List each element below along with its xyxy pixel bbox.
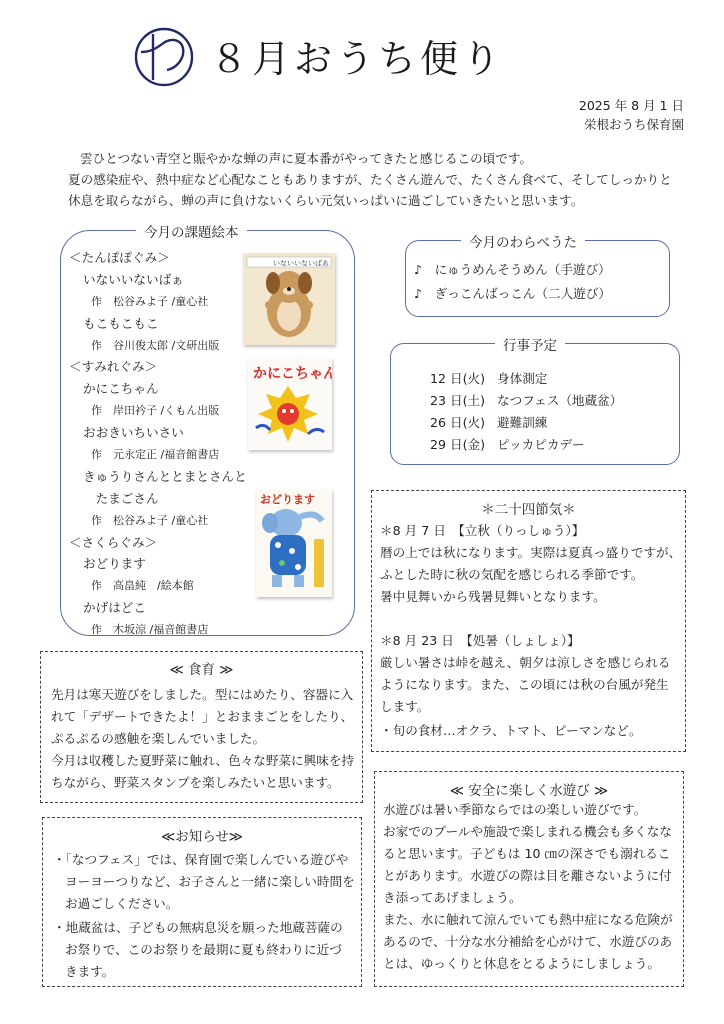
class-group-label: ＜すみれぐみ＞ xyxy=(69,359,158,375)
book-title: おおきいちいさい xyxy=(83,425,184,441)
book-cover-inaiinaibaa xyxy=(243,253,335,345)
event-name: 身体測定 xyxy=(497,371,548,386)
book-title: おどります xyxy=(83,556,146,572)
intro-line: 雲ひとつない青空と賑やかな蝉の声に夏本番がやってきたと感じるこの頃です。 xyxy=(80,151,533,166)
sekki-line: ふとした時に秋の気配を感じられる季節です。 xyxy=(380,567,644,582)
event-item xyxy=(421,434,585,453)
issue-date-block xyxy=(579,96,684,134)
cover-text: いないいないばあ xyxy=(273,259,329,268)
nursery-name: 栄根おうち保育園 xyxy=(583,117,684,132)
notice-line: ・地蔵盆は、子どもの無病息災を願った地蔵菩薩の xyxy=(53,920,343,935)
water-play-line: 水遊びは暑い季節ならではの楽しい遊びです。 xyxy=(383,802,647,817)
notice-line: きます。 xyxy=(65,964,115,979)
warabeuta-title: 今月のわらべうた xyxy=(461,231,585,251)
picture-book-title: 今月の課題絵本 xyxy=(136,221,247,241)
book-author: 作 松谷みよ子 /童心社 xyxy=(91,513,209,527)
event-name: なつフェス（地蔵盆） xyxy=(497,393,623,408)
warabeuta-item: ♪ ぎっこんばっこん（二人遊び） xyxy=(414,286,611,301)
shokuiku-line: ちながら、野菜スタンプを楽しみたいと思います。 xyxy=(51,775,340,790)
event-date: 26 日(火) xyxy=(429,415,485,430)
nursery-logo xyxy=(133,26,195,88)
sekki-line: ＊8 月 23 日 【処暑（しょしょ）】 xyxy=(380,633,580,648)
book-title: たまごさん xyxy=(83,490,159,506)
intro-line: 休息を取らながら、蝉の声に負けないくらい元気いっぱいに過ごしていきたいと思います。 xyxy=(68,193,584,208)
book-author: 作 木坂涼 /福音館書店 xyxy=(91,623,209,637)
event-date: 29 日(金) xyxy=(429,437,485,452)
book-author: 作 松谷みよ子 /童心社 xyxy=(91,294,209,308)
book-title: かにこちゃん xyxy=(83,381,159,397)
event-item xyxy=(421,412,547,431)
cover-text: おどります xyxy=(260,493,315,506)
notice-line: ヨーヨーつりなど、お子さんと一緒に楽しい時間を xyxy=(65,874,355,889)
notice-line: ・「なつフェス」では、保育園で楽しんでいる遊びや xyxy=(53,852,349,867)
class-group-label: ＜さくらぐみ＞ xyxy=(69,534,158,550)
event-name: 避難訓練 xyxy=(497,415,548,430)
sekki-box xyxy=(371,490,686,752)
water-play-line: お家でのプールや施設で楽しまれる機会も多くなな xyxy=(383,824,673,839)
book-author: 作 谷川俊太郎 /文研出版 xyxy=(91,338,220,352)
water-play-box xyxy=(374,771,684,987)
event-name: ピッカピカデー xyxy=(497,437,585,452)
sekki-line: ようになります。また、この頃には秋の台風が発生 xyxy=(380,677,669,692)
sekki-line: ＊8 月 7 日 【立秋（りっしゅう）】 xyxy=(380,523,585,538)
page-title: ８月おうち便り xyxy=(210,37,505,81)
sekki-line: ・旬の食材…オクラ、トマト、ピーマンなど。 xyxy=(380,723,642,738)
events-box xyxy=(390,338,680,465)
event-item xyxy=(421,390,622,409)
book-title: いないいないばぁ xyxy=(83,271,184,287)
notice-line: お祭りで、このお祭りを最期に夏も終わりに近づ xyxy=(65,942,342,957)
event-date: 12 日(火) xyxy=(429,371,485,386)
sekki-line: 暑中見舞いから残暑見舞いとなります。 xyxy=(380,589,606,604)
book-author: 作 岸田衿子 /くもん出版 xyxy=(91,404,220,418)
event-date: 23 日(土) xyxy=(429,393,485,408)
intro-paragraph xyxy=(68,148,698,211)
shokuiku-line: 今月は収穫した夏野菜に触れ、色々な野菜に興味を持 xyxy=(51,753,355,768)
class-group-label: ＜たんぽぽぐみ＞ xyxy=(69,250,170,265)
book-title: もこもこもこ xyxy=(83,315,159,331)
warabeuta-item: ♪ にゅうめんそうめん（手遊び） xyxy=(414,262,611,277)
shokuiku-line: ぷるぷるの感触を楽しんでいました。 xyxy=(51,731,266,746)
water-play-line: とがあります。水遊びの際は目を離さないように付 xyxy=(383,868,672,883)
sekki-line: します。 xyxy=(380,699,430,714)
issue-date: 2025 年 8 月 1 日 xyxy=(578,98,684,113)
notice-title: ≪お知らせ≫ xyxy=(161,829,243,845)
book-author: 作 高畠純 /絵本館 xyxy=(91,579,194,593)
water-play-line: また、水に触れて涼んでいても熱中症になる危険が xyxy=(383,912,673,927)
water-play-line: あるので、十分な水分補給を心がけて、水遊びのあ xyxy=(383,934,673,949)
book-author: 作 元永定正 /福音館書店 xyxy=(91,448,220,462)
sekki-title: ＊二十四節気＊ xyxy=(481,502,576,518)
notice-line: お過ごしください。 xyxy=(65,896,179,911)
book-cover-odorimasu xyxy=(256,489,332,597)
shokuiku-title: ≪ 食育 ≫ xyxy=(169,662,234,678)
picture-book-box xyxy=(60,225,355,637)
shokuiku-box xyxy=(40,651,363,803)
notice-box xyxy=(42,817,362,987)
event-item xyxy=(421,368,547,387)
water-play-line: き添ってあげましょう。 xyxy=(383,890,522,905)
book-cover-kanikochan xyxy=(248,358,332,450)
warabeuta-box xyxy=(405,235,670,317)
water-play-line: とは、ゆっくりと休息をとるようにしましょう。 xyxy=(383,956,660,971)
sekki-line: 厳しい暑さは峠を越え、朝夕は涼しさを感じられる xyxy=(380,655,671,670)
water-play-title: ≪ 安全に楽しく水遊び ≫ xyxy=(449,783,609,799)
events-title: 行事予定 xyxy=(495,334,565,354)
sekki-line: 暦の上では秋になります。実際は夏真っ盛りですが、 xyxy=(380,545,682,560)
shokuiku-line: れて「デザートできたよ！」とおままごとをしたり、 xyxy=(51,709,354,724)
water-play-line: ると思います。子どもは 10 ㎝の深さでも溺れるこ xyxy=(383,846,671,861)
intro-line: 夏の感染症や、熱中症など心配なこともありますが、たくさん遊んで、たくさん食べて、そしてしっかりと xyxy=(68,172,672,187)
shokuiku-line: 先月は寒天遊びをしました。型にはめたり、容器に入 xyxy=(51,687,354,702)
book-title: かげはどこ xyxy=(83,600,146,616)
book-title: きゅうりさんととまとさんと xyxy=(83,468,247,484)
cover-text: かにこちゃん xyxy=(253,366,332,382)
picture-book-list xyxy=(69,247,247,641)
